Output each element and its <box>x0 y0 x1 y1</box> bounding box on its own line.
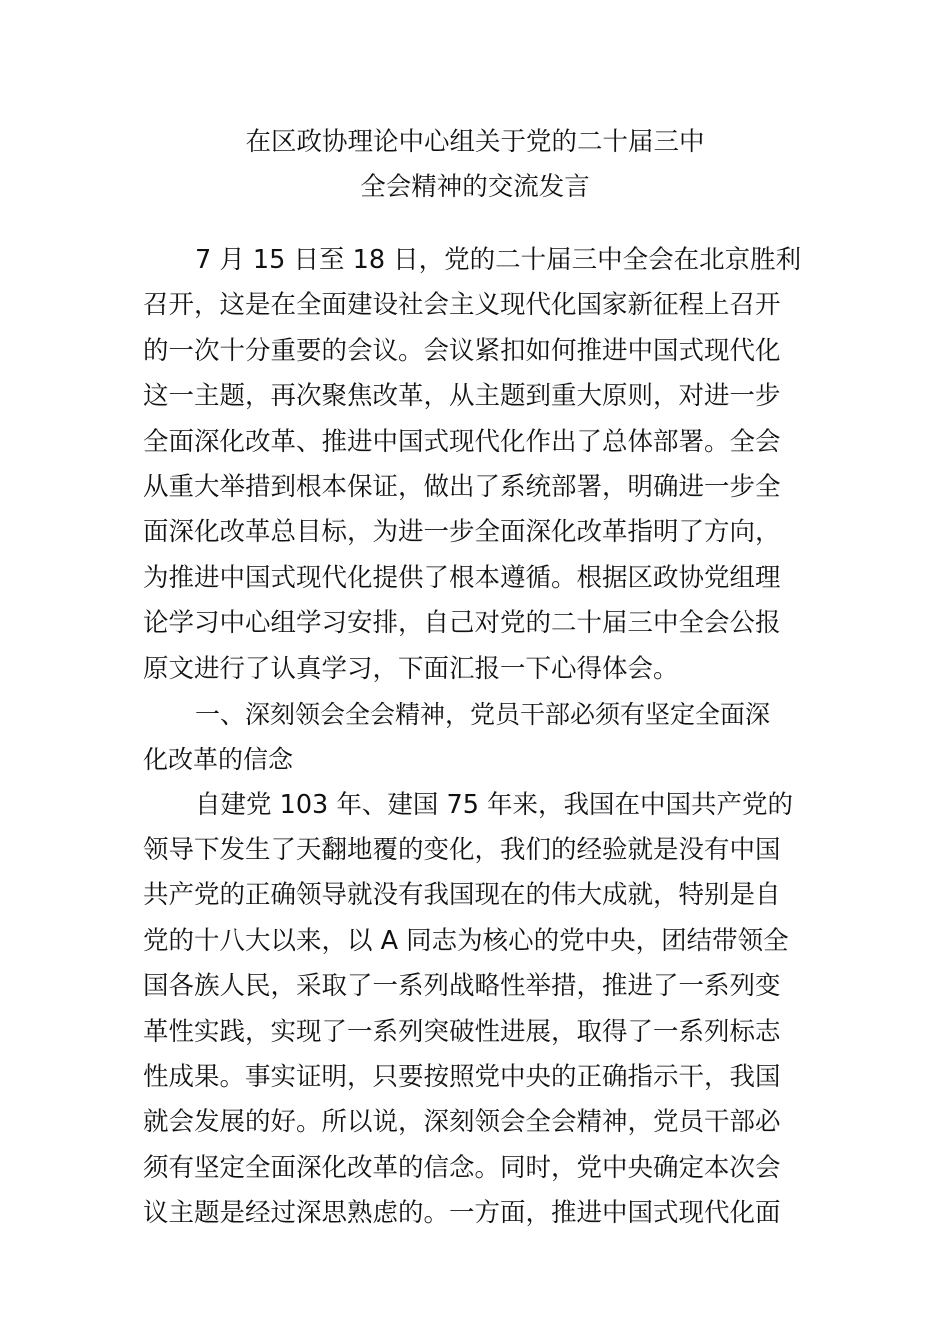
section-heading <box>143 692 788 783</box>
paragraph-line: 全面深化改革、推进中国式现代化作出了总体部署。全会 <box>143 426 781 457</box>
paragraph-line: 就会发展的好。所以说，深刻领会全会精神，党员干部必 <box>143 1107 781 1138</box>
paragraph-line: 领导下发生了天翻地覆的变化，我们的经验就是没有中国 <box>143 835 781 866</box>
document-title <box>140 120 810 211</box>
paragraph-line: 议主题是经过深思熟虑的。一方面，推进中国式现代化面 <box>143 1198 781 1229</box>
paragraph-line: 国各族人民，采取了一系列战略性举措，推进了一系列变 <box>143 971 781 1002</box>
paragraph-line: 为推进中国式现代化提供了根本遵循。根据区政协党组理 <box>143 562 781 593</box>
paragraph <box>143 783 794 1237</box>
title-line: 全会精神的交流发言 <box>360 172 590 203</box>
paragraph <box>143 238 802 692</box>
paragraph-line: 这一主题，再次聚焦改革，从主题到重大原则，对进一步 <box>143 381 781 412</box>
paragraph-line: 党的十八大以来，以 A 同志为核心的党中央，团结带领全 <box>143 925 789 956</box>
title-line: 在区政协理论中心组关于党的二十届三中 <box>245 127 705 157</box>
paragraph-line: 自建党 103 年、建国 75 年来，我国在中国共产党的 <box>195 789 794 820</box>
paragraph-line: 革性实践，实现了一系列突破性进展，取得了一系列标志 <box>143 1016 781 1047</box>
paragraph-line: 的一次十分重要的会议。会议紧扣如何推进中国式现代化 <box>143 335 781 366</box>
heading-line: 一、深刻领会全会精神，党员干部必须有坚定全面深 <box>195 699 771 729</box>
paragraph-line: 共产党的正确领导就没有我国现在的伟大成就，特别是自 <box>143 880 781 911</box>
document-body <box>143 238 802 1237</box>
paragraph-line: 7 月 15 日至 18 日，党的二十届三中全会在北京胜利 <box>195 245 802 275</box>
paragraph-line: 原文进行了认真学习，下面汇报一下心得体会。 <box>143 653 679 684</box>
heading-line: 化改革的信念 <box>143 745 294 775</box>
paragraph-line: 须有坚定全面深化改革的信念。同时，党中央确定本次会 <box>143 1152 781 1183</box>
paragraph-line: 性成果。事实证明，只要按照党中央的正确指示干，我国 <box>143 1062 781 1093</box>
paragraph-line: 面深化改革总目标，为进一步全面深化改革指明了方向， <box>143 517 781 548</box>
paragraph-line: 论学习中心组学习安排，自己对党的二十届三中全会公报 <box>143 608 781 639</box>
paragraph-line: 召开，这是在全面建设社会主义现代化国家新征程上召开 <box>143 290 781 321</box>
paragraph-line: 从重大举措到根本保证，做出了系统部署，明确进一步全 <box>143 471 781 502</box>
